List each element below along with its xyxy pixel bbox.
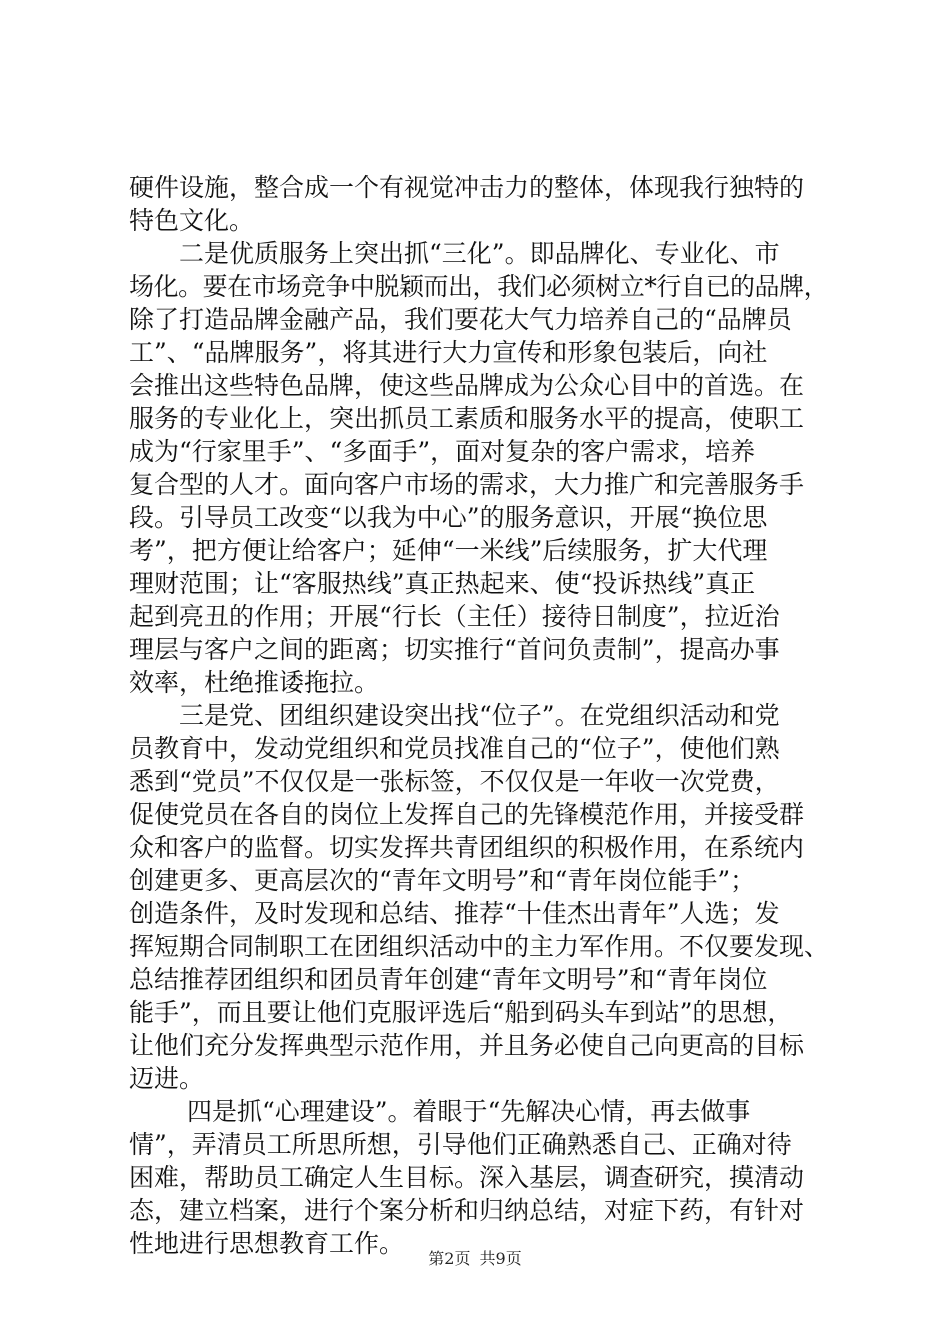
- text-line: 二是优质服务上突出抓“三化”。即品牌化、专业化、市: [129, 239, 780, 268]
- page-number: 第2页: [428, 1249, 471, 1268]
- text-line: 硬件设施，整合成一个有视觉冲击力的整体，体现我行独特的: [129, 173, 805, 202]
- text-line: 效率，杜绝推诿拖拉。: [129, 668, 380, 697]
- text-line: 困难，帮助员工确定人生目标。深入基层，调查研究，摸清动: [129, 1163, 805, 1192]
- text-line: 迈进。: [129, 1064, 205, 1093]
- text-line: 理财范围；让“客服热线”真正热起来、使“投诉热线”真正: [129, 569, 756, 598]
- text-line: 总结推荐团组织和团员青年创建“青年文明号”和“青年岗位: [129, 965, 768, 994]
- text-line: 成为“行家里手”、“多面手”，面对复杂的客户需求，培养: [129, 437, 756, 466]
- text-line: 四是抓“心理建设”。着眼于“先解决心情，再去做事: [129, 1097, 751, 1126]
- text-line: 场化。要在市场竞争中脱颖而出，我们必须树立*行自已的品牌，: [129, 272, 829, 301]
- text-line: 挥短期合同制职工在团组织活动中的主力军作用。不仅要发现、: [129, 932, 830, 961]
- text-line: 促使党员在各自的岗位上发挥自己的先锋模范作用，并接受群: [129, 800, 805, 829]
- text-line: 态，建立档案，进行个案分析和归纳总结，对症下药，有针对: [129, 1196, 805, 1225]
- text-line: 众和客户的监督。切实发挥共青团组织的积极作用，在系统内: [129, 833, 805, 862]
- page-footer: [0, 1249, 950, 1269]
- text-line: 创建更多、更高层次的“青年文明号”和“青年岗位能手”；: [129, 866, 756, 895]
- text-line: 员教育中，发动党组织和党员找准自己的“位子”，使他们熟: [129, 734, 780, 763]
- text-line: 会推出这些特色品牌，使这些品牌成为公众心目中的首选。在: [129, 371, 805, 400]
- text-line: 工”、“品牌服务”，将其进行大力宣传和形象包装后，向社: [129, 338, 768, 367]
- text-line: 情”，弄清员工所思所想，引导他们正确熟悉自己、正确对待: [129, 1130, 792, 1159]
- page-total: 共9页: [479, 1249, 522, 1268]
- text-line: 能手”，而且要让他们克服评选后“船到码头车到站”的思想，: [129, 998, 793, 1027]
- text-line: 考”，把方便让给客户；延伸“一米线”后续服务，扩大代理: [129, 536, 768, 565]
- text-line: 服务的专业化上，突出抓员工素质和服务水平的提高，使职工: [129, 404, 805, 433]
- document-body: [129, 171, 829, 1260]
- text-line: 悉到“党员”不仅仅是一张标签，不仅仅是一年收一次党费，: [129, 767, 780, 796]
- text-line: 创造条件，及时发现和总结、推荐“十佳杰出青年”人选；发: [129, 899, 780, 928]
- text-line: 起到亮丑的作用；开展“行长（主任）接待日制度”，拉近治: [129, 602, 780, 631]
- text-line: 理层与客户之间的距离；切实推行“首问负责制”，提高办事: [129, 635, 780, 664]
- text-line: 让他们充分发挥典型示范作用，并且务必使自己向更高的目标: [129, 1031, 805, 1060]
- text-line: 三是党、团组织建设突出找“位子”。在党组织活动和党: [129, 701, 780, 730]
- text-line: 除了打造品牌金融产品，我们要花大气力培养自己的“品牌员: [129, 305, 792, 334]
- text-line: 段。引导员工改变“以我为中心”的服务意识，开展“换位思: [129, 503, 768, 532]
- text-line: 复合型的人才。面向客户市场的需求，大力推广和完善服务手: [129, 470, 805, 499]
- text-line: 性地进行思想教育工作。: [129, 1229, 405, 1258]
- text-line: 特色文化。: [129, 206, 255, 235]
